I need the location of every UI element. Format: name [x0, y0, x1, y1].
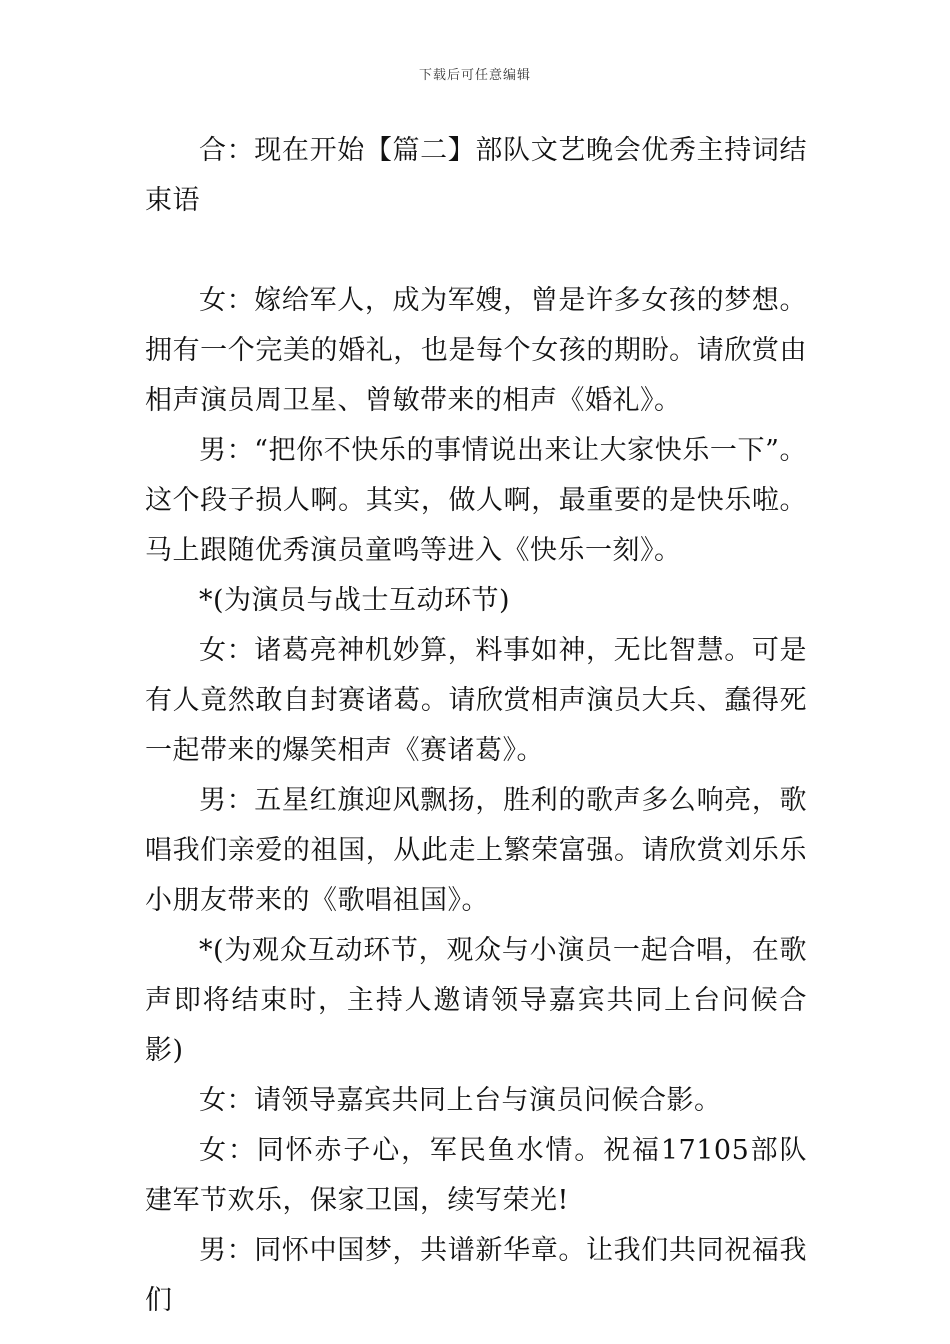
- paragraph: 男：“把你不快乐的事情说出来让大家快乐一下”。这个段子损人啊。其实，做人啊，最重要的是快乐啦。马上跟随优秀演员童鸣等进入《快乐一刻》。: [145, 435, 807, 566]
- paragraph: 女：诸葛亮神机妙算，料事如神，无比智慧。可是有人竟然敢自封赛诸葛。请欣赏相声演员大兵、蠢得死一起带来的爆笑相声《赛诸葛》。: [145, 635, 807, 766]
- paragraph: *(为演员与战士互动环节): [199, 585, 511, 616]
- paragraph: 男：五星红旗迎风飘扬，胜利的歌声多么响亮，歌唱我们亲爱的祖国，从此走上繁荣富强。请欣赏刘乐乐小朋友带来的《歌唱祖国》。: [145, 785, 807, 916]
- document-body: [145, 126, 807, 1326]
- paragraph: 女：请领导嘉宾共同上台与演员问候合影。: [199, 1085, 722, 1116]
- paragraph: 女：嫁给军人，成为军嫂，曾是许多女孩的梦想。拥有一个完美的婚礼，也是每个女孩的期盼。请欣赏由相声演员周卫星、曾敏带来的相声《婚礼》。: [145, 285, 807, 416]
- paragraph: 女：同怀赤子心，军民鱼水情。祝福17105部队建军节欢乐，保家卫国，续写荣光!: [145, 1135, 807, 1216]
- paragraph-title: 合：现在开始【篇二】部队文艺晚会优秀主持词结束语: [145, 135, 807, 216]
- paragraph: 男：同怀中国梦，共谱新华章。让我们共同祝福我们: [145, 1235, 807, 1316]
- page-header: 下载后可任意编辑: [418, 68, 531, 83]
- paragraph: *(为观众互动环节，观众与小演员一起合唱，在歌声即将结束时，主持人邀请领导嘉宾共同上台问候合影): [145, 935, 807, 1066]
